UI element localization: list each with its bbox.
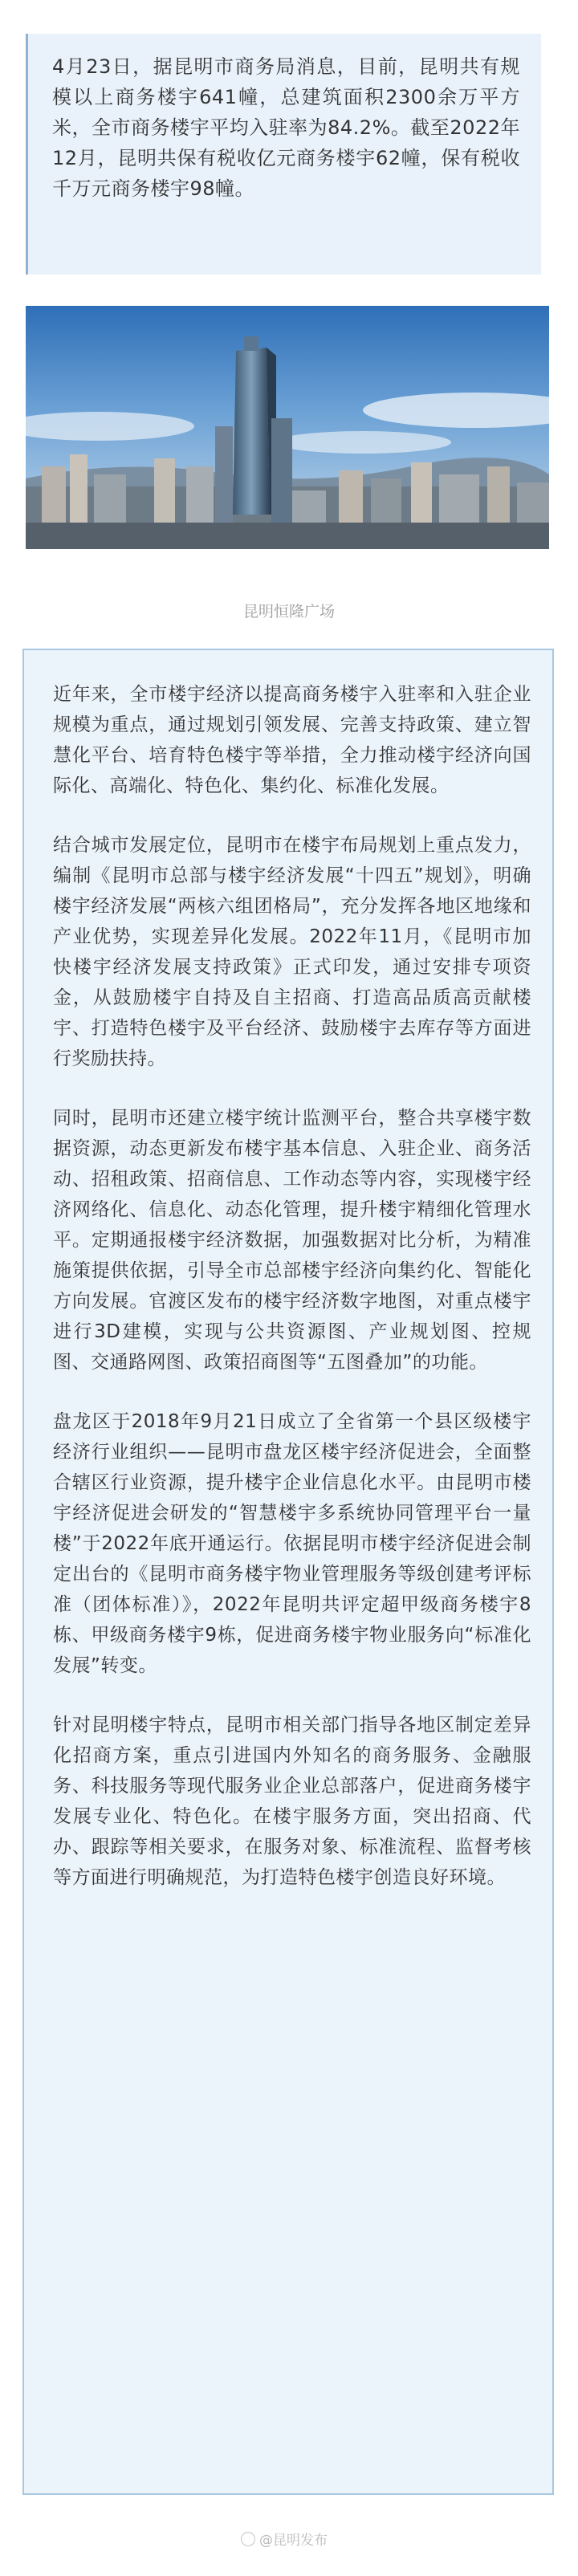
weibo-icon <box>241 2532 255 2546</box>
paragraph: 针对昆明楼宇特点，昆明市相关部门指导各地区制定差异化招商方案，重点引进国内外知名的商务服务、金融服务、科技服务等现代服务业企业总部落户，促进商务楼宇发展专业化、特色化。在楼宇服务方面，突出招商、代办、跟踪等相关要求，在服务对象、标准流程、监督考核等方面进行明确规范，为打造特色楼宇创造良好环境。 <box>53 1715 531 1888</box>
intro-box <box>26 34 541 275</box>
watermark <box>241 2529 328 2549</box>
paragraph: 近年来，全市楼宇经济以提高商务楼宇入驻率和入驻企业规模为重点，通过规划引领发展、完善支持政策、建立智慧化平台、培育特色楼宇等举措，全力推动楼宇经济向国际化、高端化、特色化、集约化、标准化发展。 <box>53 684 531 796</box>
paragraph: 同时，昆明市还建立楼宇统计监测平台，整合共享楼宇数据资源，动态更新发布楼宇基本信息、入驻企业、商务活动、招租政策、招商信息、工作动态等内容，实现楼宇经济网络化、信息化、动态化管理，提升楼宇精细化管理水平。定期通报楼宇经济数据，加强数据对比分析，为精准施策提供依据，引导全市总部楼宇经济向集约化、智能化方向发展。官渡区发布的楼宇经济数字地图，对重点楼宇进行3D建模，实现与公共资源图、产业规划图、控规图、交通路网图、政策招商图等“五图叠加”的功能。 <box>53 1108 531 1373</box>
paragraph: 结合城市发展定位，昆明市在楼宇布局规划上重点发力，编制《昆明市总部与楼宇经济发展“十四五”规划》，明确楼宇经济发展“两核六组团格局”，充分发挥各地区地缘和产业优势，实现差异化发展。2022年11月，《昆明市加快楼宇经济发展支持政策》正式印发，通过安排专项资金，从鼓励楼宇自持及自主招商、打造高品质高贡献楼宇、打造特色楼宇及平台经济、鼓励楼宇去库存等方面进行奖励扶持。 <box>53 835 531 1069</box>
photo-caption: 昆明恒隆广场 <box>242 603 335 621</box>
city-photo <box>26 306 549 549</box>
article-body <box>22 649 554 2495</box>
watermark-text: @昆明发布 <box>259 2533 328 2549</box>
intro-text: 4月23日，据昆明市商务局消息，目前，昆明共有规模以上商务楼宇641幢，总建筑面积2300余万平方米，全市商务楼宇平均入驻率为84.2%。截至2022年12月，昆明共保有税收亿元商务楼宇62幢，保有税收千万元商务楼宇98幢。 <box>52 55 520 200</box>
paragraph: 盘龙区于2018年9月21日成立了全省第一个县区级楼宇经济行业组织——昆明市盘龙区楼宇经济促进会，全面整合辖区行业资源，提升楼宇企业信息化水平。由昆明市楼宇经济促进会研发的“智慧楼宇多系统协同管理平台一量楼”于2022年底开通运行。依据昆明市楼宇经济促进会制定出台的《昆明市商务楼宇物业管理服务等级创建考评标准（团体标准）》，2022年昆明共评定超甲级商务楼宇8栋、甲级商务楼宇9栋，促进商务楼宇物业服务向“标准化发展”转变。 <box>53 1411 531 1676</box>
